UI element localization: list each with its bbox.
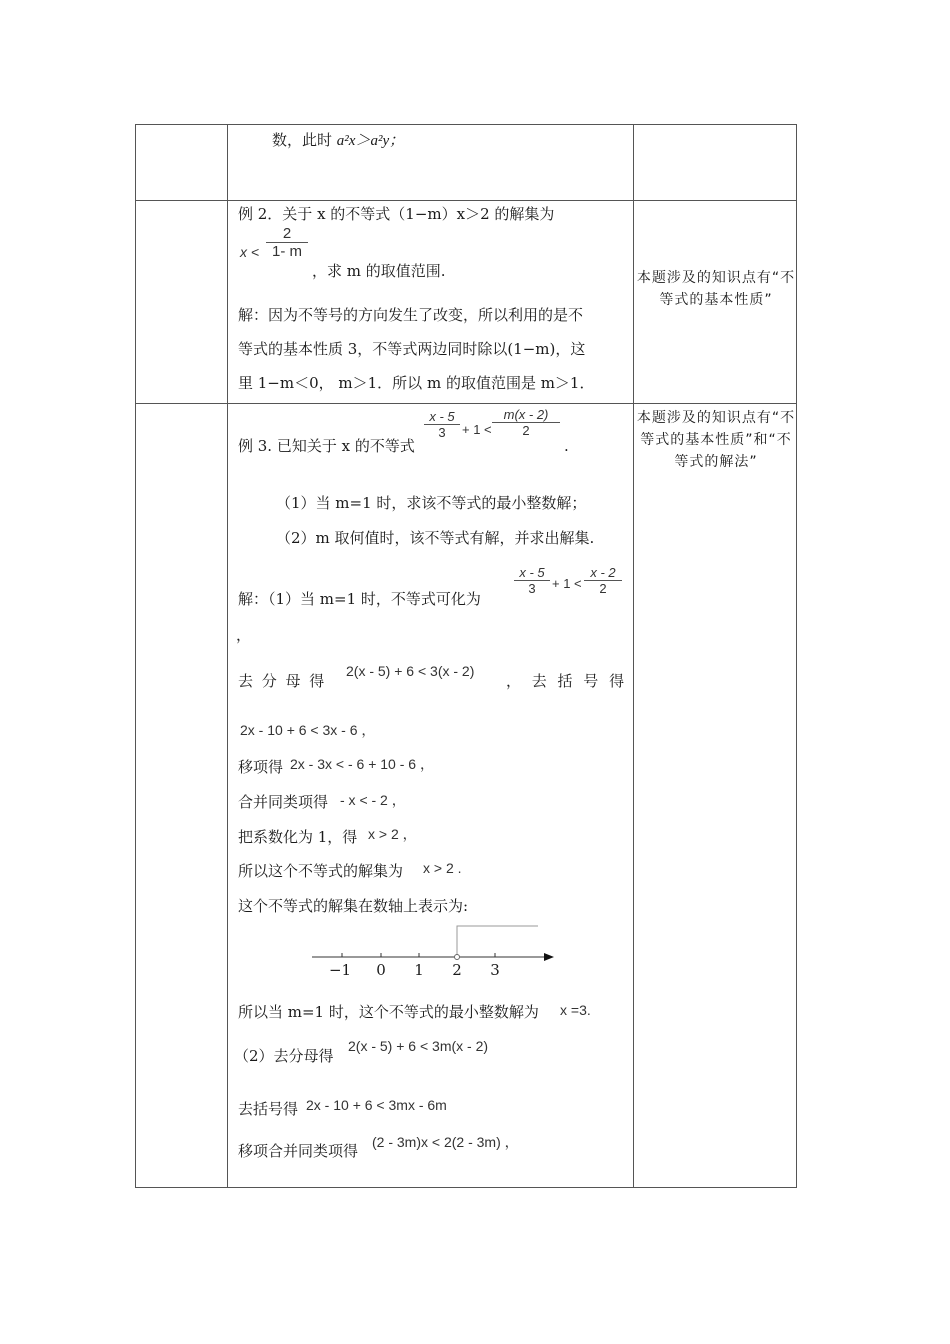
- example3-intro: 例 3. 已知关于 x 的不等式: [238, 437, 415, 455]
- example2-solution-line2: 等式的基本性质 3，不等式两边同时除以(1−m)，这: [238, 340, 586, 358]
- example2-ineq-lhs: x <: [240, 244, 260, 260]
- tick-label-2: 2: [452, 961, 462, 979]
- example3-ineq-mid: + 1 <: [462, 422, 492, 437]
- example3-ineq-end: .: [564, 437, 569, 455]
- step4-label: 合并同类项得: [238, 793, 329, 811]
- example2-solution-line3: 里 1−m＜0， m＞1．所以 m 的取值范围是 m＞1．: [238, 374, 595, 392]
- step6-expr: x > 2 .: [423, 860, 462, 876]
- example2-question: ，求 m 的取值范围.: [312, 262, 446, 280]
- example3-fraction-left: x - 5 3: [424, 409, 460, 440]
- solution-fraction-right: x - 2 2: [584, 565, 622, 596]
- step5-expr: x > 2 ，: [368, 826, 417, 842]
- row-divider-2: [136, 403, 796, 404]
- tick-label-3: 3: [490, 961, 500, 979]
- lesson-table: [135, 124, 797, 1188]
- example2-fraction: 2 1- m: [266, 225, 308, 260]
- part2-step3-label: 移项合并同类项得: [238, 1142, 359, 1160]
- example3-question2: （2）m 取何值时，该不等式有解，并求出解集.: [276, 529, 595, 547]
- step3-expr: 2x - 3x < - 6 + 10 - 6 ，: [290, 756, 434, 772]
- number-line-arrow: [544, 953, 554, 961]
- row-divider-1: [136, 200, 796, 201]
- conclusion-label: 所以当 m=1 时，这个不等式的最小整数解为: [238, 1003, 539, 1021]
- part2-label: （2）去分母得: [234, 1047, 334, 1065]
- conclusion-expr: x =3.: [560, 1002, 591, 1018]
- solution-fraction-left: x - 5 3: [514, 565, 550, 596]
- open-point-2: [455, 955, 460, 960]
- row1-text: 数，此时 a²x＞a²y；: [272, 131, 405, 149]
- solution-ineq-mid: + 1 <: [552, 576, 582, 591]
- example3-note: 本题涉及的知识点有“不等式的基本性质”和“不等式的解法”: [636, 410, 796, 470]
- part2-step2-label: 去括号得: [238, 1100, 299, 1118]
- tick-label-1: 1: [414, 961, 424, 979]
- axis-intro: 这个不等式的解集在数轴上表示为:: [238, 897, 469, 915]
- step4-expr: - x < - 2 ，: [340, 792, 406, 808]
- example2-title: 例 2．关于 x 的不等式（1−m）x＞2 的解集为: [238, 205, 555, 223]
- solution-bracket: [457, 926, 538, 954]
- step2-expr: 2x - 10 + 6 < 3x - 6 ，: [240, 722, 376, 738]
- example3-question1: （1）当 m=1 时，求该不等式的最小整数解；: [276, 494, 587, 512]
- step5-label: 把系数化为 1，得: [238, 828, 358, 846]
- example3-fraction-right: m(x - 2) 2: [492, 407, 560, 438]
- tick-label-minus1: −1: [328, 961, 352, 979]
- column-divider-1: [227, 125, 228, 1187]
- solution-comma: ，: [236, 626, 252, 644]
- part2-step3-expr: (2 - 3m)x < 2(2 - 3m) ，: [372, 1134, 519, 1150]
- example2-solution-line1: 解：因为不等号的方向发生了改变，所以利用的是不: [238, 306, 584, 324]
- tick-label-0: 0: [376, 961, 386, 979]
- step3-label: 移项得: [238, 758, 284, 776]
- step1-expr: 2(x - 5) + 6 < 3(x - 2): [346, 663, 475, 679]
- step6-label: 所以这个不等式的解集为: [238, 862, 404, 880]
- step1-label: 去 分 母 得: [238, 672, 327, 690]
- part2-expr: 2(x - 5) + 6 < 3m(x - 2): [348, 1038, 489, 1054]
- column-divider-2: [633, 125, 634, 1187]
- step1-tail: ， 去 括 号 得: [506, 672, 628, 690]
- part2-step2-expr: 2x - 10 + 6 < 3mx - 6m: [306, 1097, 447, 1113]
- example2-note: 本题涉及的知识点有“不等式的基本性质”: [636, 270, 796, 308]
- example3-solution-intro: 解：（1）当 m=1 时，不等式可化为: [238, 590, 481, 608]
